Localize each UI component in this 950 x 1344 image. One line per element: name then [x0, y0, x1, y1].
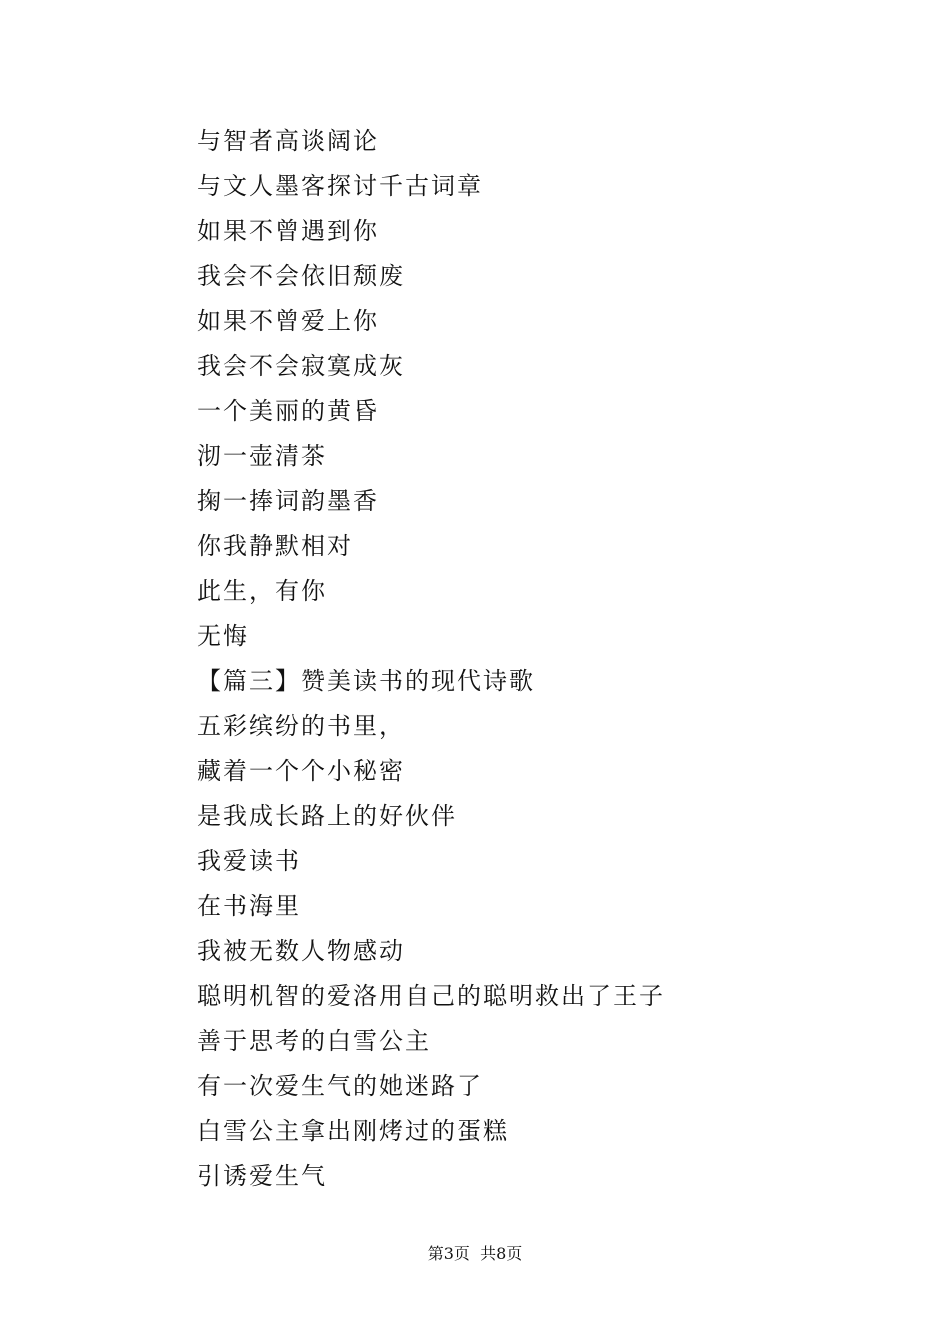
poem-line: 如果不曾爱上你	[197, 307, 379, 335]
page-number: 第3页 共8页	[427, 1244, 523, 1263]
poem-line: 沏一壶清茶	[197, 442, 327, 470]
poem-line: 我爱读书	[197, 847, 301, 875]
poem-line: 我会不会依旧颓废	[197, 262, 405, 290]
section-heading: 【篇三】赞美读书的现代诗歌	[197, 667, 535, 695]
poem-line: 有一次爱生气的她迷路了	[197, 1072, 483, 1100]
poem-line: 藏着一个个小秘密	[197, 757, 405, 785]
poem-line: 掬一捧词韵墨香	[197, 487, 379, 515]
poem-line: 白雪公主拿出刚烤过的蛋糕	[197, 1117, 509, 1145]
poem-body	[197, 119, 897, 1199]
poem-line: 引诱爱生气	[197, 1162, 327, 1190]
poem-line: 如果不曾遇到你	[197, 217, 379, 245]
poem-line: 我会不会寂寞成灰	[197, 352, 405, 380]
poem-line: 与智者高谈阔论	[197, 127, 379, 155]
poem-line: 此生，有你	[197, 577, 327, 605]
page-footer	[0, 1240, 950, 1268]
poem-line: 我被无数人物感动	[197, 937, 405, 965]
poem-line: 五彩缤纷的书里，	[197, 712, 405, 740]
poem-line: 你我静默相对	[197, 532, 353, 560]
poem-line: 是我成长路上的好伙伴	[197, 802, 457, 830]
poem-line: 与文人墨客探讨千古词章	[197, 172, 483, 200]
poem-line: 在书海里	[197, 892, 301, 920]
poem-line: 无悔	[197, 622, 249, 650]
poem-line: 聪明机智的爱洛用自己的聪明救出了王子	[197, 982, 665, 1010]
poem-line: 善于思考的白雪公主	[197, 1027, 431, 1055]
poem-line: 一个美丽的黄昏	[197, 397, 379, 425]
